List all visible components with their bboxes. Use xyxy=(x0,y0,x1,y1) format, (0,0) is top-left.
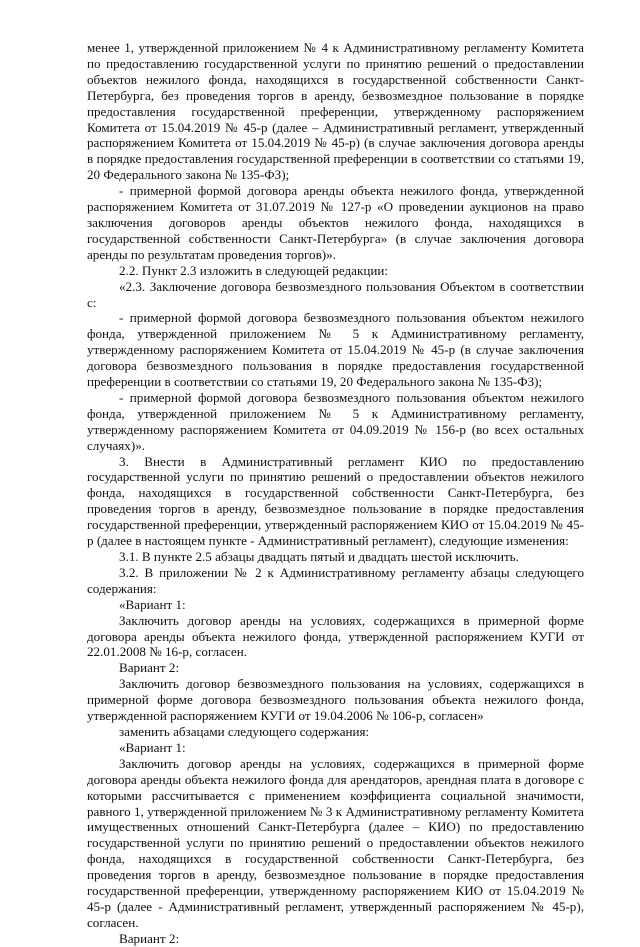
paragraph: 3.2. В приложении № 2 к Административному регламенту абзацы следующего содержания: xyxy=(87,564,584,596)
paragraph: 3. Внести в Административный регламент КИО по предоставлению государственной услуги по принятию решений о предоставлении объектов нежилого фонда, находящихся в государственной собственности Санкт-Петербурга, без проведения торгов в аренду, безвозмездное пользование в порядке предоставления государственной преференции, утвержденный распоряжением КИО от 15.04.2019 № 45-р (далее в настоящем пункте - Административный регламент), следующие изменения: xyxy=(87,453,584,549)
paragraph: - примерной формой договора аренды объекта нежилого фонда, утвержденной распоряжением Комитета от 31.07.2019 № 127-р «О проведении аукционов на право заключения договоров аренды объектов нежилого фонда, находящихся в государственной собственности Санкт-Петербурга» (в случае заключения договора аренды по результатам проведения торгов)». xyxy=(87,183,584,262)
paragraph: 2.2. Пункт 2.3 изложить в следующей редакции: xyxy=(119,262,388,278)
paragraph: Вариант 2: xyxy=(119,930,180,946)
paragraph: «Вариант 1: xyxy=(119,739,186,755)
paragraph: Заключить договор аренды на условиях, содержащихся в примерной форме договора аренды объекта нежилого фонда, утвержденной распоряжением КУГИ от 22.01.2008 № 16-р, согласен. xyxy=(87,612,584,660)
paragraph: Вариант 2: xyxy=(119,660,180,676)
paragraph: менее 1, утвержденной приложением № 4 к Административному регламенту Комитета по предоставлению государственной услуги по принятию решений о предоставлении объектов нежилого фонда, находящихся в государственной собственности Санкт-Петербурга, без проведения торгов в аренду, безвозмездное пользование в порядке предоставления государственной преференции, утвержденному распоряжением Комитета от 15.04.2019 № 45-р (далее – Административный регламент, утвержденный распоряжением Комитета от 15.04.2019 № 45-р) (в случае заключения договора аренды в порядке предоставления государственной преференции в соответствии со статьями 19, 20 Федерального закона № 135-ФЗ); xyxy=(87,40,584,183)
paragraph: Заключить договор аренды на условиях, содержащихся в примерной форме договора аренды объекта нежилого фонда для арендаторов, арендная плата в договоре с которыми рассчитывается с применением коэффициента социальной значимости, равного 1, утвержденной приложением № 3 к Административному регламенту Комитета имущественных отношений Санкт-Петербурга (далее – КИО) по предоставлению государственной услуги по принятию решений о предоставлении объектов нежилого фонда, находящихся в государственной собственности Санкт-Петербурга, без проведения торгов в аренду, безвозмездное пользование в порядке предоставления государственной преференции, утвержденному распоряжением КИО от 15.04.2019 № 45-р (далее - Административный регламент, утвержденный распоряжением № 45-р), согласен. xyxy=(87,755,584,930)
paragraph: заменить абзацами следующего содержания: xyxy=(119,723,370,739)
paragraph: - примерной формой договора безвозмездного пользования объектом нежилого фонда, утвержденной приложением № 5 к Административному регламенту, утвержденному распоряжением Комитета от 04.09.2019 № 156-р (во всех остальных случаях)». xyxy=(87,389,584,453)
paragraph: «2.3. Заключение договора безвозмездного пользования Объектом в соответствии с: xyxy=(87,278,584,310)
paragraph: «Вариант 1: xyxy=(119,596,186,612)
paragraph: 3.1. В пункте 2.5 абзацы двадцать пятый и двадцать шестой исключить. xyxy=(119,549,519,564)
paragraph: - примерной формой договора безвозмездного пользования объектом нежилого фонда, утвержденной приложением № 5 к Административному регламенту, утвержденному распоряжением Комитета от 15.04.2019 № 45-р (в случае заключения договора безвозмездного пользования в порядке предоставления государственной преференции в соответствии со статьями 19, 20 Федерального закона № 135-ФЗ); xyxy=(87,310,584,390)
paragraph: Заключить договор безвозмездного пользования на условиях, содержащихся в примерной форме договора безвозмездного пользования объекта нежилого фонда, утвержденной распоряжением КУГИ от 19.04.2006 № 106-р, согласен» xyxy=(87,676,584,724)
